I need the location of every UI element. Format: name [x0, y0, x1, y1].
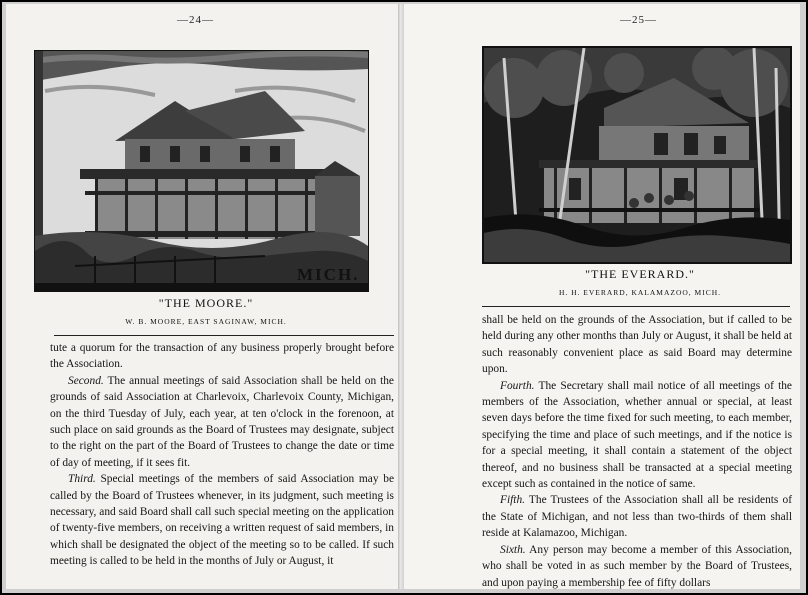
- engraving-sign-text: MICH.: [297, 265, 360, 284]
- paragraph-lead: Third.: [68, 473, 96, 486]
- caption-owner: W. B. MOORE, EAST SAGINAW, MICH.: [125, 317, 287, 326]
- paragraph: [50, 471, 394, 569]
- page-number-right: —25—: [620, 14, 657, 26]
- paragraph-text: Special meetings of the members of said Association may be called by the Board of Trustees whenever, in its judgment, such meeting is necessary, and said Board shall call such special meeting on the application of twenty-five members, on receiving a written request of said members, in which shall be designated the object of the meeting so to be called. If such meeting is called to be held in the months of July or August, it: [50, 473, 394, 568]
- paragraph: [50, 373, 394, 471]
- paragraph: [482, 378, 792, 493]
- paragraph-lead: Fifth.: [500, 494, 525, 507]
- paragraph-text: The Secretary shall mail notice of all meetings of the members of the Association, whether annual or special, at least seven days before the time fixed for such meeting, to each member, specifying the time and place of such meetings, and if the notice is for a special meeting, it shall contain a statement of the object thereof, and no business shall be transacted at a special meeting except such as contained in the notice of same.: [482, 379, 792, 491]
- right-body-text: [482, 312, 792, 589]
- paragraph: [482, 312, 792, 378]
- caption-title: "THE EVERARD.": [585, 267, 695, 281]
- paragraph: [482, 542, 792, 589]
- paragraph-lead: Fourth.: [500, 379, 535, 392]
- paragraph: [482, 492, 792, 541]
- everard-caption: [500, 267, 780, 297]
- right-page: [404, 4, 800, 589]
- caption-rule: [54, 335, 394, 336]
- paragraph-lead: Second.: [68, 374, 104, 387]
- paragraph-text: shall be held on the grounds of the Association, but if called to be held during any other months than July or August, it shall be held at such reasonably convenient place as said Board may determine upon.: [482, 314, 792, 376]
- left-page: [6, 4, 398, 589]
- paragraph-text: The Trustees of the Association shall all be residents of the State of Michigan, and not less than two-thirds of them shall reside at Kalamazoo, Michigan.: [482, 494, 792, 540]
- everard-cottage-drawing: [484, 48, 790, 262]
- paragraph-text: Any person may become a member of this Association, who shall be voted in as such member by the Board of Trustees, and upon paying a membership fee of fifty dollars: [482, 543, 792, 589]
- caption-rule: [482, 306, 790, 307]
- moore-cottage-engraving: [34, 50, 369, 292]
- moore-caption: [66, 296, 346, 326]
- caption-owner: H. H. EVERARD, KALAMAZOO, MICH.: [558, 288, 722, 297]
- moore-cottage-drawing: [35, 51, 368, 291]
- everard-cottage-engraving: [482, 46, 792, 264]
- paragraph-text: tute a quorum for the transaction of any business properly brought before the Association.: [50, 342, 394, 371]
- caption-title: "THE MOORE.": [158, 296, 254, 310]
- paragraph-text: The annual meetings of said Association shall be held on the grounds of said Association at Charlevoix, Charlevoix County, Michigan, on the third Tuesday of July, each year, at ten o'clock in the forenoon, at such place on said grounds as the Board of Trustees may designate, subject to the right on the part of the Board of Trustees to change the date or time of day of meeting, if it sees fit.: [50, 374, 394, 469]
- paragraph: [50, 340, 394, 373]
- paragraph-lead: Sixth.: [500, 543, 526, 556]
- left-body-text: [50, 340, 394, 570]
- page-number-left: —24—: [177, 14, 214, 26]
